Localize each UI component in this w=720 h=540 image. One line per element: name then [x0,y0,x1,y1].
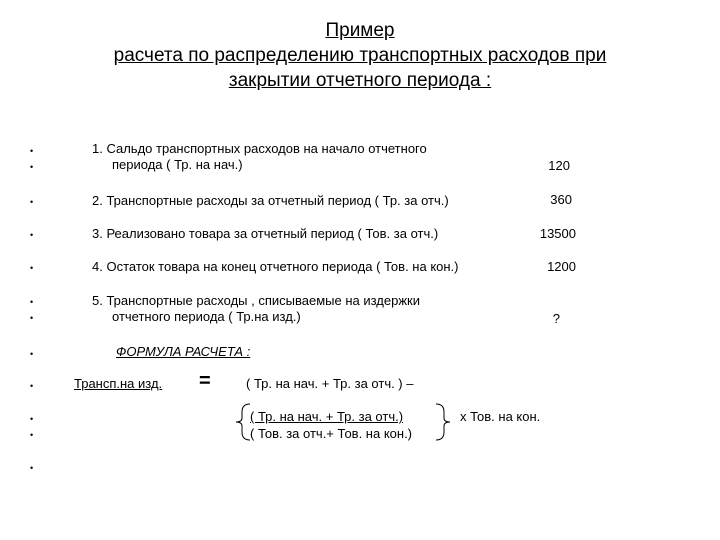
item-5-value: ? [552,311,560,326]
item-1-value: 120 [548,158,570,173]
bullet: • [30,197,34,207]
formula-first-term: ( Тр. на нач. + Тр. за отч. ) – [246,376,414,391]
bullet: • [30,263,34,273]
formula-equals: = [199,370,211,392]
item-1-line-2: периода ( Тр. на нач.) [112,157,243,172]
item-5-line-1: 5. Транспортные расходы , списываемые на издержки [92,293,420,308]
bullet: • [30,230,34,240]
bullet: • [30,146,34,156]
bullet: • [30,381,34,391]
title-line-1: Пример [325,20,395,41]
item-4-line-1: 4. Остаток товара на конец отчетного периода ( Тов. на кон.) [92,259,459,274]
formula-heading: ФОРМУЛА РАСЧЕТА : [116,344,251,359]
item-3-value: 13500 [539,226,576,241]
item-5-line-2: отчетного периода ( Тр.на изд.) [112,309,301,324]
right-brace-icon [432,400,456,444]
bullet: • [30,349,34,359]
item-2-line-1: 2. Транспортные расходы за отчетный период ( Тр. за отч.) [92,193,449,208]
bullet: • [30,313,34,323]
item-2-value: 360 [550,192,572,207]
bullet: • [30,297,34,307]
slide-title [0,18,720,93]
item-4-value: 1200 [547,259,576,274]
formula-lhs: Трансп.на изд. [74,376,163,391]
item-1-line-1: 1. Сальдо транспортных расходов на начало отчетного [92,141,427,156]
formula-numerator: ( Тр. на нач. + Тр. за отч.) [250,409,404,424]
bullet: • [30,430,34,440]
bullet: • [30,414,34,424]
bullet: • [30,463,34,473]
item-3-line-1: 3. Реализовано товара за отчетный период ( Тов. за отч.) [92,226,439,241]
bullet: • [30,162,34,172]
formula-multiplier: х Тов. на кон. [460,409,541,424]
title-line-2: расчета по распределению транспортных расходов при [113,45,607,66]
title-line-3: закрытии отчетного периода : [228,70,492,91]
formula-denominator: ( Тов. за отч.+ Тов. на кон.) [250,426,413,441]
